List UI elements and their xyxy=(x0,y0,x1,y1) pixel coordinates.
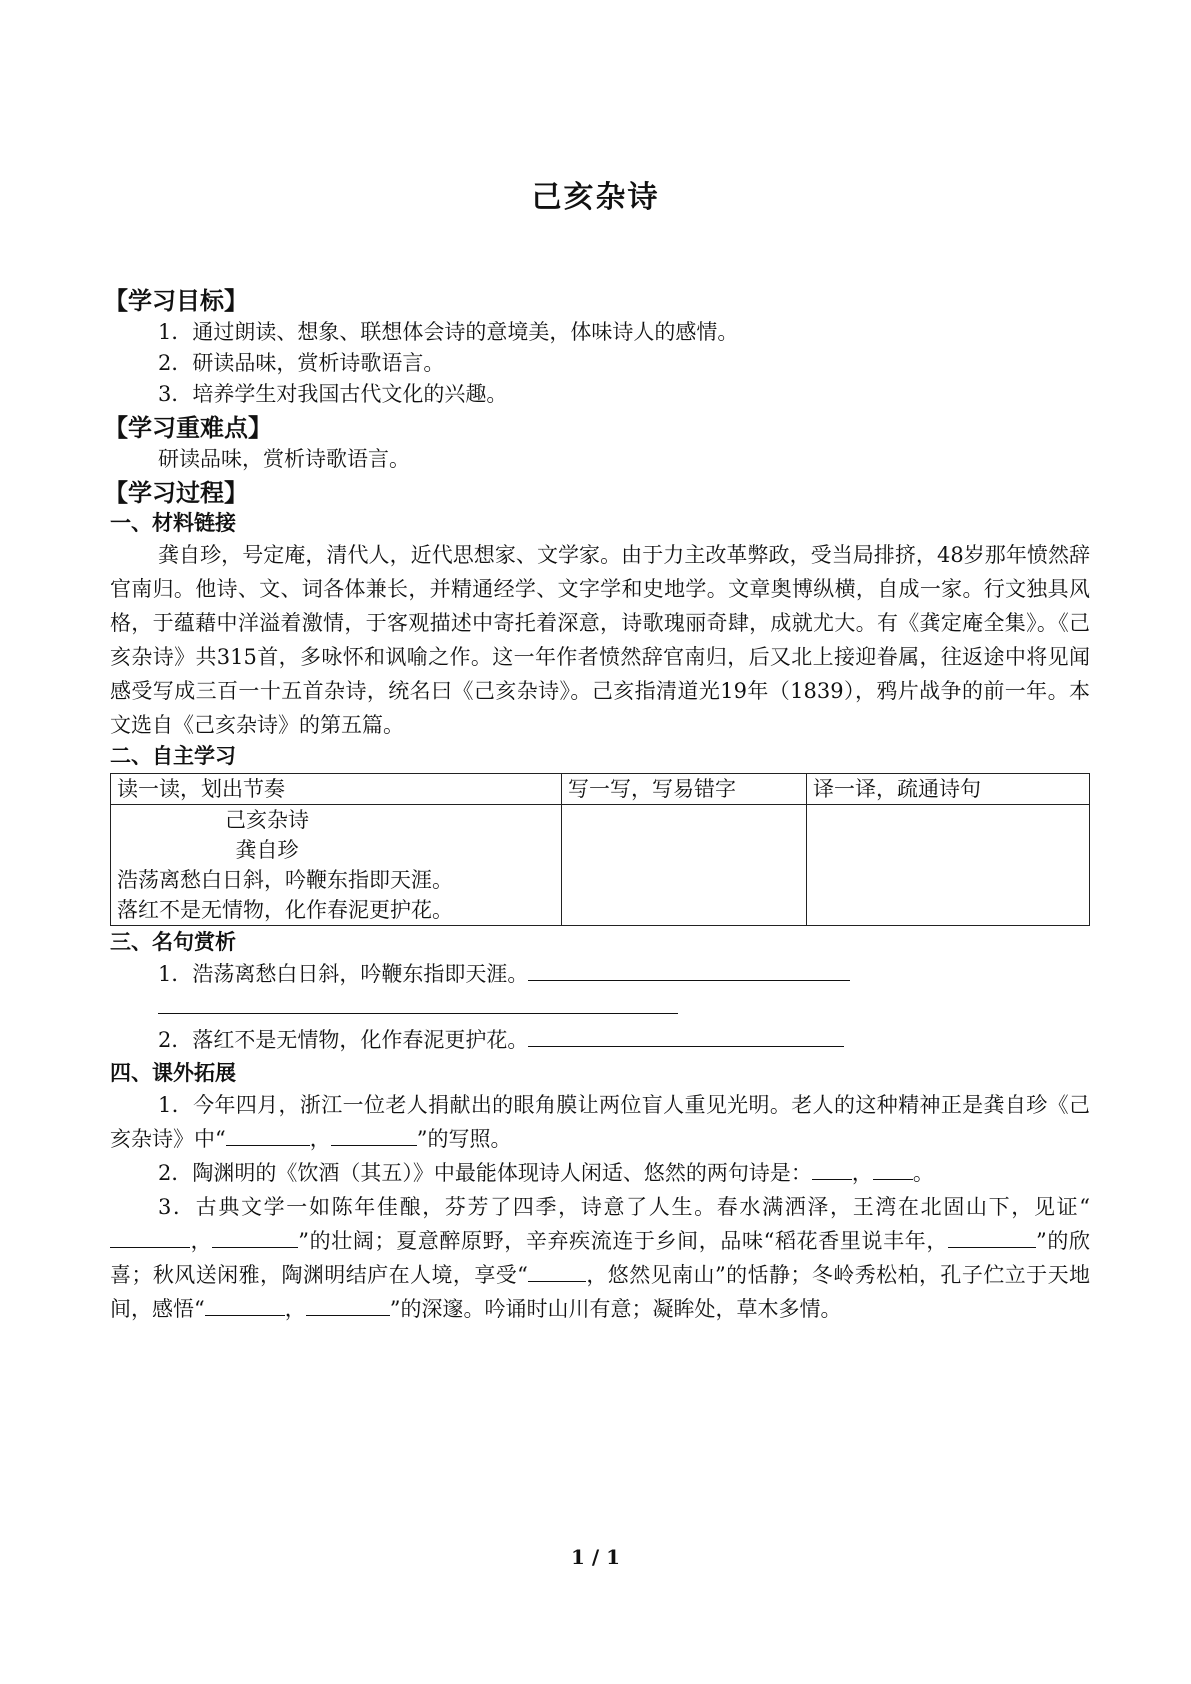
poem-line-1: 浩荡离愁白日斜，吟鞭东指即天涯。 xyxy=(117,868,453,892)
answer-blank[interactable] xyxy=(212,1225,298,1248)
extension-question-2 xyxy=(110,1156,1090,1190)
section-extension-heading: 四、课外拓展 xyxy=(110,1061,236,1085)
q2-separator: ， xyxy=(851,1161,873,1185)
q1-separator: ， xyxy=(309,1127,331,1151)
table-header-read: 读一读，划出节奏 xyxy=(111,774,562,805)
q2-end: 。 xyxy=(912,1161,934,1185)
q1-text-end: ”的写照。 xyxy=(416,1127,512,1151)
answer-blank[interactable] xyxy=(331,1123,417,1146)
study-table xyxy=(110,773,1090,926)
q1-text-start: 1．今年四月，浙江一位老人捐献出的眼角膜让两位盲人重见光明。老人的这种精神正是龚自珍《己亥杂诗》中“ xyxy=(110,1093,1090,1151)
process-heading: 【学习过程】 xyxy=(104,479,248,507)
answer-blank[interactable] xyxy=(528,1024,844,1047)
write-answer-cell[interactable] xyxy=(562,805,807,926)
answer-blank[interactable] xyxy=(110,1225,190,1248)
keypoints-heading: 【学习重难点】 xyxy=(104,414,272,442)
answer-blank[interactable] xyxy=(528,1259,586,1282)
study-table-body-row xyxy=(111,805,1090,926)
study-table-header-row xyxy=(111,774,1090,805)
q3-text-2: ”的壮阔；夏意醉原野，辛弃疾流连于乡间，品味“稻花香里说丰年， xyxy=(298,1229,948,1253)
poem-line-2: 落红不是无情物，化作春泥更护花。 xyxy=(117,898,453,922)
answer-blank[interactable] xyxy=(812,1157,852,1180)
appreciation-item-1-continuation xyxy=(110,991,1090,1021)
table-header-write: 写一写，写易错字 xyxy=(562,774,807,805)
material-paragraph: 龚自珍，号定庵，清代人，近代思想家、文学家。由于力主改革弊政，受当局排挤，48岁那年愤然辞官南归。他诗、文、词各体兼长，并精通经学、文字学和史地学。文章奥博纵横，自成一家。行文独具风格，于蕴藉中洋溢着激情，于客观描述中寄托着深意，诗歌瑰丽奇肆，成就尤大。有《龚定庵全集》。《己亥杂诗》共315首，多咏怀和讽喻之作。这一年作者愤然辞官南归，后又北上接迎眷属，往返途中将见闻感受写成三百一十五首杂诗，统名曰《己亥杂诗》。己亥指清道光19年（1839），鸦片战争的前一年。本文选自《己亥杂诗》的第五篇。 xyxy=(110,543,1090,737)
q3-text-4: ，悠然见南山”的恬静；冬岭秀松柏，孔子伫立于天地间，感悟“ xyxy=(110,1263,1091,1321)
q3-text-3: ”的欣喜；秋风送闲雅，陶渊明结庐在人境，享受“ xyxy=(110,1229,1090,1287)
appreciation-item-2-text: 2．落红不是无情物，化作春泥更护花。 xyxy=(158,1028,529,1052)
appreciation-item-2 xyxy=(110,1021,1090,1059)
document-body xyxy=(104,283,1091,1326)
answer-blank[interactable] xyxy=(205,1293,285,1316)
table-header-translate: 译一译，疏通诗句 xyxy=(807,774,1090,805)
appreciation-item-1 xyxy=(110,957,1090,991)
q3-separator-2: ， xyxy=(284,1297,306,1321)
section-appreciation-heading: 三、名句赏析 xyxy=(110,930,236,954)
section-selfstudy-heading: 二、自主学习 xyxy=(110,744,236,768)
poem-title: 己亥杂诗 xyxy=(225,808,309,832)
q3-text-5: ”的深邃。吟诵时山川有意；凝眸处，草木多情。 xyxy=(389,1297,842,1321)
answer-blank[interactable] xyxy=(158,991,678,1014)
page-title: 己亥杂诗 xyxy=(531,180,660,215)
translate-answer-cell[interactable] xyxy=(807,805,1090,926)
poem-cell xyxy=(111,805,562,926)
goals-heading: 【学习目标】 xyxy=(104,287,248,315)
answer-blank[interactable] xyxy=(306,1293,390,1316)
answer-blank[interactable] xyxy=(948,1225,1036,1248)
answer-blank[interactable] xyxy=(528,958,850,981)
extension-question-3 xyxy=(110,1190,1090,1326)
appreciation-item-1-text: 1．浩荡离愁白日斜，吟鞭东指即天涯。 xyxy=(158,962,529,986)
page-number: 1 / 1 xyxy=(570,1545,621,1569)
extension-question-1 xyxy=(110,1088,1090,1156)
answer-blank[interactable] xyxy=(873,1157,913,1180)
section-material-heading: 一、材料链接 xyxy=(110,511,236,535)
q3-separator-1: ， xyxy=(190,1229,213,1253)
keypoints-text: 研读品味，赏析诗歌语言。 xyxy=(158,447,410,471)
goal-item-3: 3．培养学生对我国古代文化的兴趣。 xyxy=(158,382,508,406)
q2-text: 2．陶渊明的《饮酒（其五）》中最能体现诗人闲适、悠然的两句诗是： xyxy=(158,1161,812,1185)
goal-item-1: 1．通过朗读、想象、联想体会诗的意境美，体味诗人的感情。 xyxy=(158,320,739,344)
answer-blank[interactable] xyxy=(226,1123,310,1146)
goal-item-2: 2．研读品味，赏析诗歌语言。 xyxy=(158,351,445,375)
poem-author: 龚自珍 xyxy=(235,838,299,862)
q3-text-1: 3．古典文学一如陈年佳酿，芬芳了四季，诗意了人生。春水满洒泽，王湾在北固山下，见证“ xyxy=(158,1195,1090,1219)
